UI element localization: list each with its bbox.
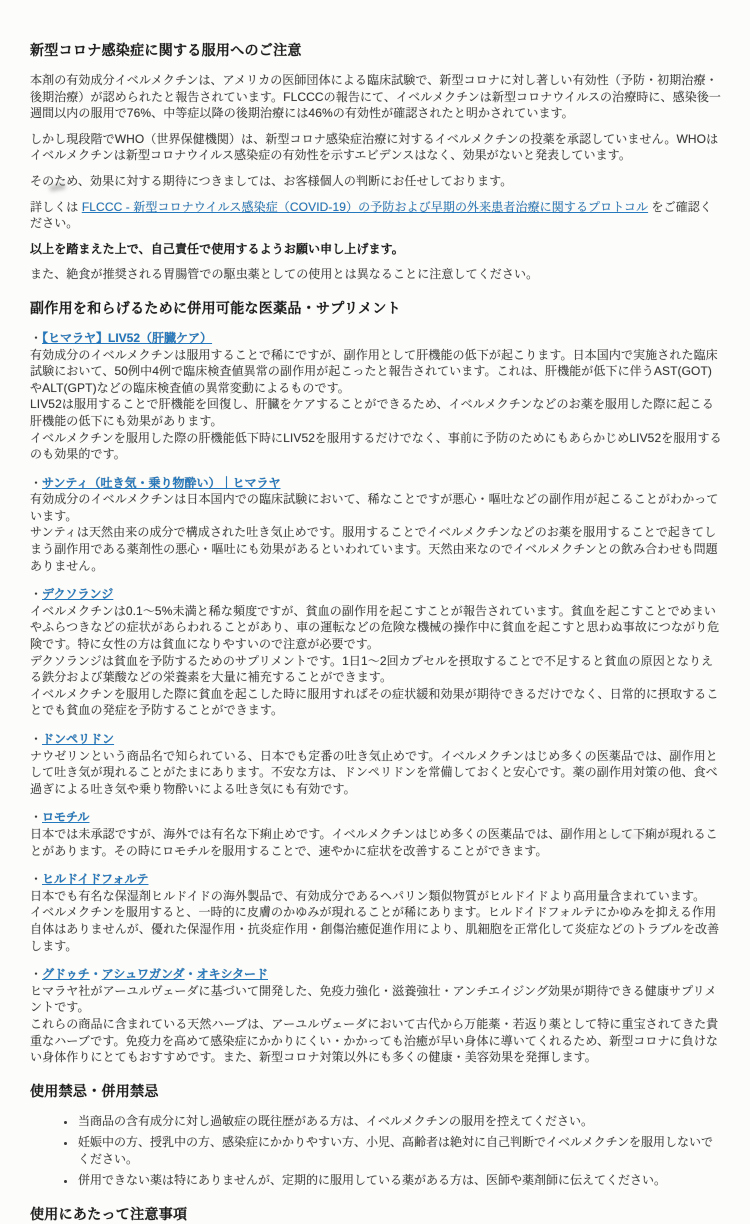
expectation-paragraph: そのため、効果に対する期待につきましては、お客様個人の判断にお任せしております。 [30,173,513,188]
supplement-link-dexorange[interactable]: デクソランジ [42,587,114,602]
contraindication-item: • 当商品の含有成分に対し過敏症の既往歴がある方は、イベルメクチンの服用を控えてください。 [76,1113,722,1130]
supplement-link-liv52[interactable]: 【ヒマラヤ】LIV52（肝臓ケア） [42,330,213,345]
supplement-description: LIV52は服用することで肝機能を回復し、肝臓をケアすることができるため、イベルメクチンなどのお薬を服用した際に起こる肝機能の低下にも効果があります。 [30,397,714,428]
who-paragraph: しかし現段階でWHO（世界保健機関）は、新型コロナ感染症治療に対するイベルメクチンの投薬を承認していません。WHOはイベルメクチンは新型コロナウイルス感染症の有効性を示すエビデンスはなく、効果がないと発表しています。 [30,131,719,163]
supplement-link-lomotil[interactable]: ロモチル [42,810,90,825]
flccc-protocol-link[interactable]: FLCCC - 新型コロナウイルス感染症（COVID-19）の予防および早期の外来患者治療に関するプロトコル [81,199,649,214]
supplement-description: これらの商品に含まれている天然ハーブは、アーユルヴェーダにおいて古代から万能薬・若返り薬として特に重宝されてきた貴重なハーブです。免疫力を高めて感染症にかかりにくい・かかっても治癒が早い身体に導いてくれるため、新型コロナに負けない身体作りにとてもおすすめです。また、新型コロナ対策以外にも多くの健康・美容効果を発揮します。 [30,1016,719,1065]
contraindication-item: • 併用できない薬は特にありませんが、定期的に服用している薬がある方は、医師や薬剤師に伝えてください。 [76,1172,722,1189]
contraindications-list [30,1113,722,1189]
supplement-heading [30,586,722,603]
supplement-link-guduchi[interactable]: グドゥチ [42,967,90,982]
supplement-description: 日本では未承認ですが、海外では有名な下痢止めです。イベルメクチンはじめ多くの医薬品では、副作用として下痢が現れることがあります。その時にロモチルを服用することで、速やかに症状を改善することができます。 [30,826,718,858]
supplement-heading [30,475,722,492]
supplement-description: ナウゼリンという商品名で知られている、日本でも定番の吐き気止めです。イベルメクチンはじめ多くの医薬品では、副作用として吐き気が現れることがたまにあります。不安な方は、ドンペリドンを常備しておくと安心です。薬の副作用対策の他、食べ過ぎによる吐き気や乗り物酔いによる吐き気にも有効です。 [30,748,718,796]
bullet-dot: ・ [30,330,43,345]
supplement-description: 有効成分のイベルメクチンは日本国内での臨床試験において、稀なことですが悪心・嘔吐などの副作用が起こることがわかっています。 [30,492,719,523]
contraindications-title: 使用禁忌・併用禁忌 [30,1082,159,1099]
self-responsibility-note: 以上を踏まえた上で、自己責任で使用するようお願い申し上げます。 [30,241,404,256]
supplement-description: デクソランジは貧血を予防するためのサプリメントです。1日1～2回カプセルを摂取することで不足すると貧血の原因となりえる鉄分および葉酸などの栄養素を大量に補充することができます。 [30,653,714,685]
supplement-item-lomotil [30,809,722,859]
protocol-paragraph [30,199,722,232]
notice-title: 新型コロナ感染症に関する服用へのご注意 [30,42,302,58]
bullet-dot: ・ [30,475,43,490]
bullet-dot: ・ [30,732,43,746]
supplement-heading [30,966,722,983]
supplement-link-domperidone[interactable]: ドンペリドン [42,732,115,746]
bullet-dot: ・ [30,872,43,887]
supplement-description: ヒマラヤ社がアーユルヴェーダに基づいて開発した、免疫力強化・滋養強壮・アンチエイジング効果が期待できる健康サプリメントです。 [30,983,717,1015]
supplement-item-domperidone [30,731,722,797]
supplement-heading [30,731,722,748]
supplement-item-liv52 [30,330,722,463]
link-separator: ・ [89,967,102,982]
bullet-dot: ・ [30,967,43,982]
supplement-description: サンティは天然由来の成分で構成された吐き気止めです。服用することでイベルメクチンなどのお薬を服用することで起きてしまう副作用である薬剤性の悪心・嘔吐にも効果があるといわれています。天然由来なのでイベルメクチンとの飲み合わせも問題ありません。 [30,525,718,573]
bullet-dot: ・ [30,810,43,825]
efficacy-paragraph: 本剤の有効成分イベルメクチンは、アメリカの医師団体による臨床試験で、新型コロナに対し著しい有効性（予防・初期治療・後期治療）が認められたと報告されています。FLCCCの報告にて、イベルメクチンは新型コロナウイルスの治療時に、感染後一週間以内の服用で76%、中等症以降の後期治療には46%の有効性が確認されたと明かされています。 [30,73,722,121]
supplement-description: 日本でも有名な保湿剤ヒルドイドの海外製品で、有効成分であるヘパリン類似物質がヒルドイドより高用量含まれています。 [30,888,706,903]
supplement-heading [30,871,722,888]
supplement-item-santi [30,475,722,575]
supplement-item-dexorange [30,586,722,719]
supplement-link-santi[interactable]: サンティ（吐き気・乗り物酔い）｜ヒマラヤ [42,475,281,490]
supplement-description: イベルメクチンを服用すると、一時的に皮膚のかゆみが現れることが稀にあります。ヒルドイドフォルテにかゆみを抑える作用自体はありませんが、優れた保湿作用・抗炎症作用・創傷治癒促進作用により、肌細胞を正常化して炎症などのトラブルを改善します。 [30,905,720,953]
fasting-note: また、絶食が推奨される胃腸管での駆虫薬としての使用とは異なることに注意してください。 [30,267,539,282]
supplement-item-hirudoid-forte [30,871,722,954]
protocol-suffix: をご確認ください。 [30,199,712,231]
protocol-prefix: 詳しくは [30,199,82,214]
supplements-section-title: 副作用を和らげるために併用可能な医薬品・サプリメント [30,299,401,316]
supplement-link-ashwagandha[interactable]: アシュワガンダ [101,967,185,982]
supplement-description: イベルメクチンを服用した際の肝機能低下時にLIV52を服用するだけでなく、事前に予防のためにもあらかじめLIV52を服用するのも効果的です。 [30,430,722,462]
precautions-title: 使用にあたって注意事項 [30,1206,188,1223]
bullet-dot: ・ [30,587,43,602]
supplement-description: イベルメクチンを服用した際に貧血を起こした時に服用すればその症状緩和効果が期待できるだけでなく、日常的に摂取することでも貧血の発症を予防することができます。 [30,686,719,718]
supplement-description: イベルメクチンは0.1～5%未満と稀な頻度ですが、貧血の副作用を起こすことが報告されています。貧血を起こすことでめまいやふらつきなどの症状があらわれることがあり、車の運転などの危険な機械の操作中に貧血を起こすと思わぬ事故につながり危険です。特に女性の方は貧血になりやすいので注意が必要です。 [30,603,720,652]
supplement-link-oxitard[interactable]: オキシタード [196,967,268,982]
contraindication-item: • 妊娠中の方、授乳中の方、感染症にかかりやすい方、小児、高齢者は絶対に自己判断でイベルメクチンを服用しないでください。 [76,1134,722,1167]
supplement-item-herbal [30,966,722,1066]
supplement-heading [30,330,722,347]
supplement-link-hirudoid-forte[interactable]: ヒルドイドフォルテ [42,872,149,887]
link-separator: ・ [184,967,197,982]
supplement-heading [30,809,722,826]
supplement-description: 有効成分のイベルメクチンは服用することで稀にですが、副作用として肝機能の低下が起こります。日本国内で実施された臨床試験において、50例中4例で臨床検査値異常の副作用が起こったと報告されています。これは、肝機能が低下に伴うAST(GOT)やALT(GPT)などの臨床検査値の異常変動によるものです。 [30,347,718,395]
